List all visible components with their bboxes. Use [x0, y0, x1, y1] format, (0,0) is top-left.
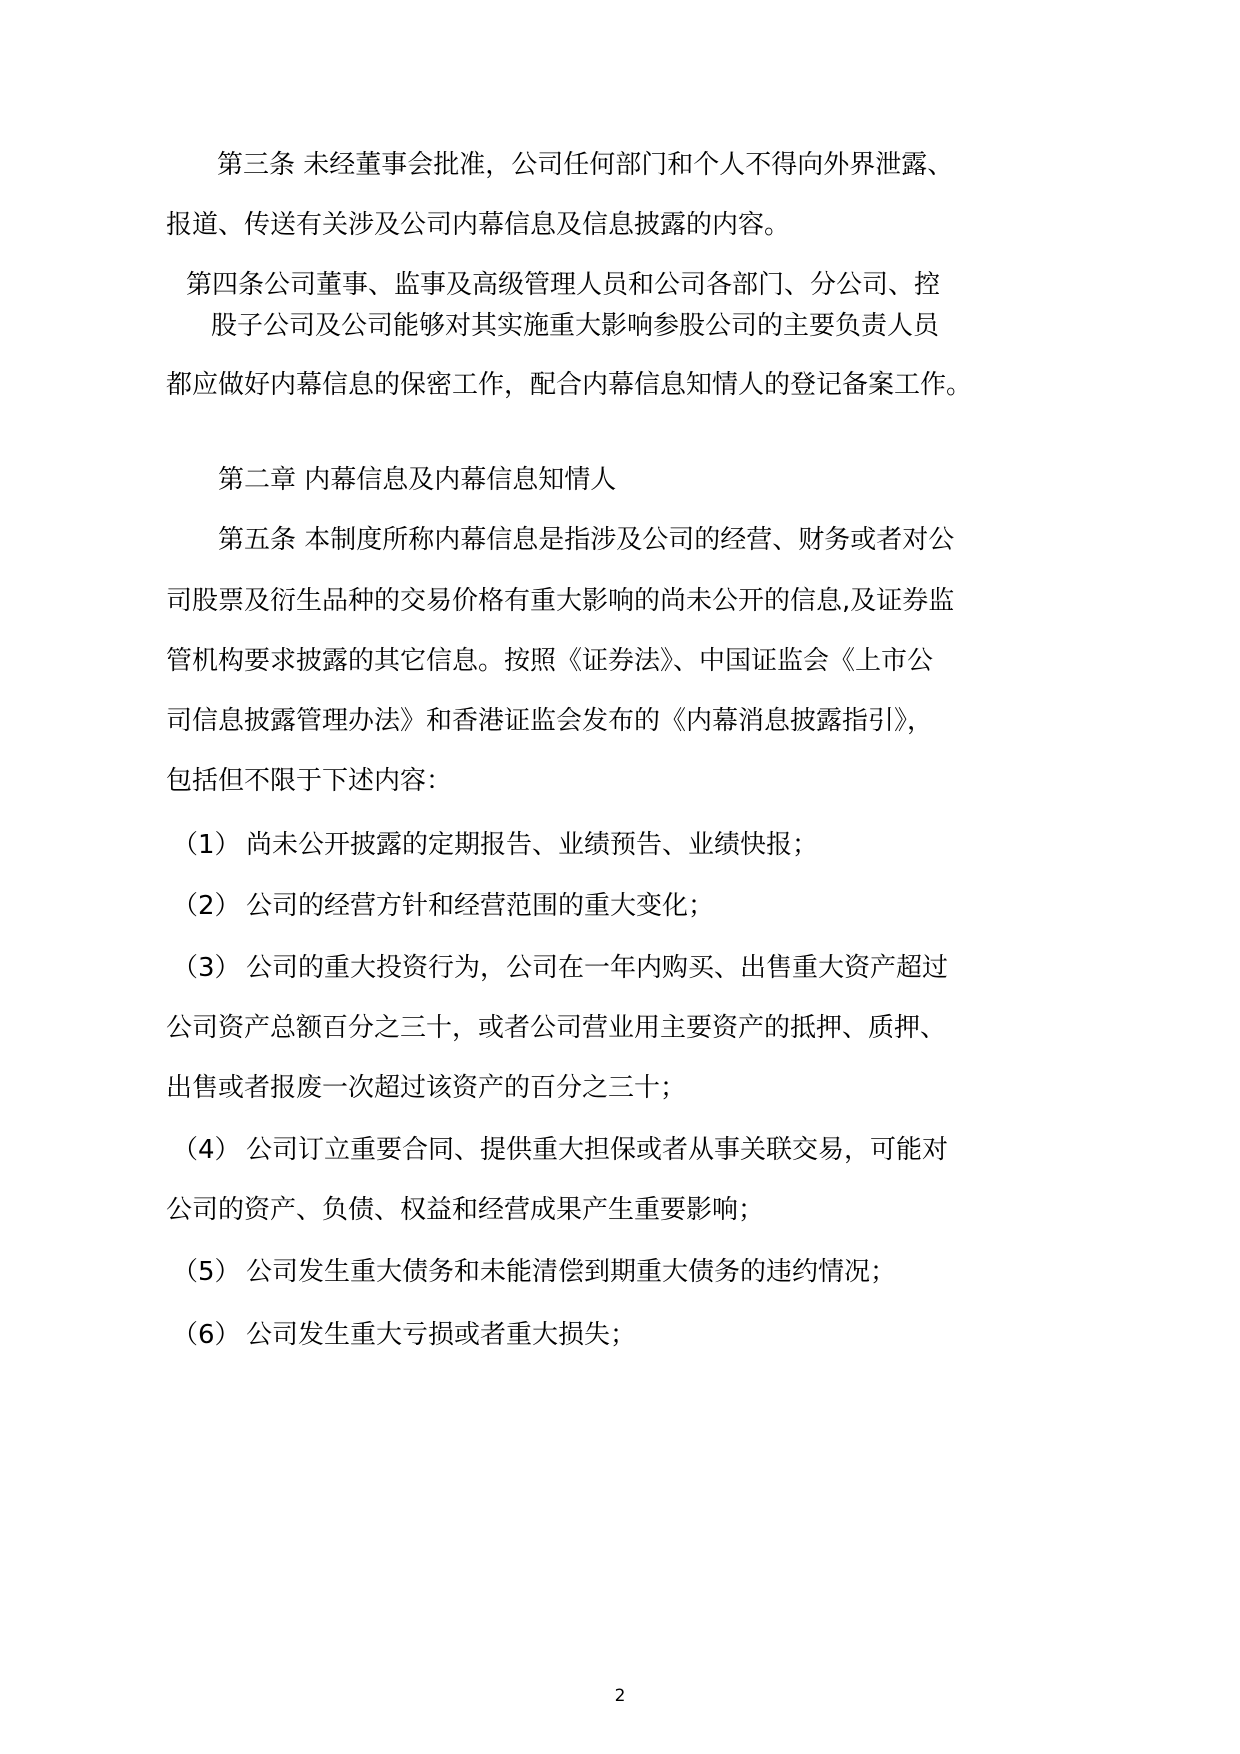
list-item-6-text: 公司发生重大亏损或者重大损失； — [246, 1320, 637, 1350]
list-item-3-line-2: 公司资产总额百分之三十，或者公司营业用主要资产的抵押、质押、 — [166, 1013, 947, 1043]
list-item-3-line-3: 出售或者报废一次超过该资产的百分之三十； — [166, 1073, 687, 1103]
chapter-heading: 第二章 内幕信息及内幕信息知情人 — [218, 465, 617, 495]
list-item-3-line-1: 公司的重大投资行为，公司在一年内购买、出售重大资产超过 — [246, 953, 949, 983]
page-number: 2 — [614, 1686, 626, 1706]
list-item-6-marker: （6） — [172, 1320, 241, 1350]
article-3-line-2: 报道、传送有关涉及公司内幕信息及信息披露的内容。 — [166, 210, 791, 240]
list-item-5-text: 公司发生重大债务和未能清偿到期重大债务的违约情况； — [246, 1257, 897, 1287]
list-item-4-line-2: 公司的资产、负债、权益和经营成果产生重要影响； — [166, 1195, 765, 1225]
article-4-line-1: 第四条公司董事、监事及高级管理人员和公司各部门、分公司、控 — [186, 270, 941, 300]
article-5-line-3: 管机构要求披露的其它信息。按照《证券法》、中国证监会《上市公 — [166, 646, 934, 676]
article-5-line-2: 司股票及衍生品种的交易价格有重大影响的尚未公开的信息,及证券监 — [166, 586, 955, 616]
list-item-2-text: 公司的经营方针和经营范围的重大变化； — [246, 891, 715, 921]
article-4-line-3: 都应做好内幕信息的保密工作，配合内幕信息知情人的登记备案工作。 — [166, 370, 973, 400]
list-item-1-text: 尚未公开披露的定期报告、业绩预告、业绩快报； — [246, 830, 819, 860]
list-item-2-marker: （2） — [172, 891, 241, 921]
list-item-4-marker: （4） — [172, 1135, 241, 1165]
list-item-1-marker: （1） — [172, 830, 241, 860]
article-3-line-1: 第三条 未经董事会批准，公司任何部门和个人不得向外界泄露、 — [217, 150, 954, 180]
list-item-5-marker: （5） — [172, 1257, 241, 1287]
list-item-3-marker: （3） — [172, 953, 241, 983]
article-4-line-2: 股子公司及公司能够对其实施重大影响参股公司的主要负责人员 — [211, 311, 940, 341]
article-5-line-1: 第五条 本制度所称内幕信息是指涉及公司的经营、财务或者对公 — [218, 525, 955, 555]
article-5-line-5: 包括但不限于下述内容： — [166, 766, 453, 796]
article-5-line-4: 司信息披露管理办法》和香港证监会发布的《内幕消息披露指引》， — [166, 706, 934, 736]
list-item-4-line-1: 公司订立重要合同、提供重大担保或者从事关联交易，可能对 — [246, 1135, 949, 1165]
